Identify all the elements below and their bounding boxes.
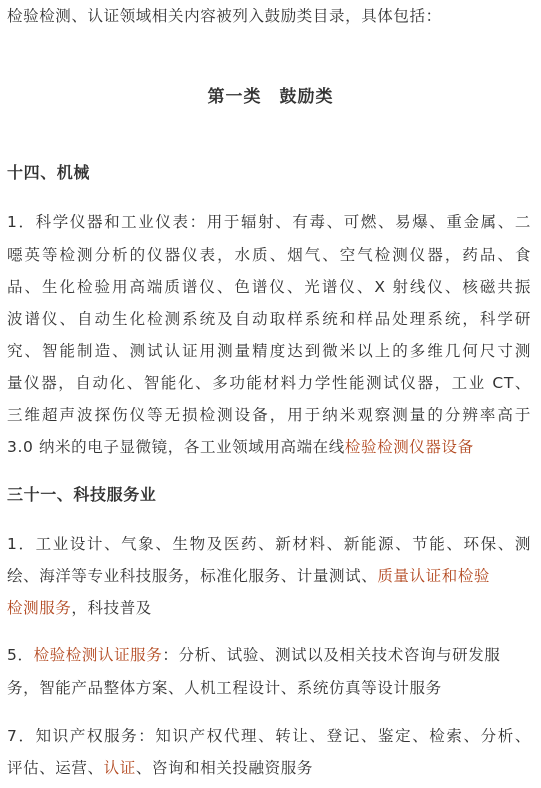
- highlight-link-testing-instruments[interactable]: 检验检测仪器设备: [344, 438, 474, 456]
- paragraph-line: [7, 598, 152, 618]
- line-text: ：分析、试验、测试以及相关技术咨询与研发服: [162, 646, 501, 664]
- paragraph-line: 务，智能产品整体方案、人机工程设计、系统仿真等设计服务: [7, 679, 442, 697]
- line-text: 评估、运营、: [7, 759, 104, 777]
- highlight-link-inspection-certification[interactable]: 检验检测认证服务: [33, 646, 163, 664]
- paragraph-line: 噁英等检测分析的仪器仪表，水质、烟气、空气检测仪器，药品、食: [7, 246, 531, 264]
- section-heading-tech-services: 三十一、科技服务业: [7, 485, 157, 504]
- category-title: 第一类 鼓励类: [207, 87, 334, 107]
- paragraph-line: 三维超声波探伤仪等无损检测设备，用于纳米观察测量的分辨率高于: [7, 406, 531, 424]
- line-text: 5．: [7, 646, 34, 664]
- line-text: 绘、海洋等专业科技服务，标准化服务、计量测试、: [7, 567, 378, 585]
- paragraph-line: 究、智能制造、测试认证用测量精度达到微米以上的多维几何尺寸测: [7, 342, 531, 360]
- line-text: 3.0 纳米的电子显微镜，各工业领域用高端在线: [7, 438, 345, 456]
- paragraph-line: 品、生化检验用高端质谱仪、色谱仪、光谱仪、X 射线仪、核磁共振: [7, 278, 531, 296]
- highlight-link-quality-certification[interactable]: 质量认证和检验: [377, 567, 491, 585]
- highlight-link-testing-services[interactable]: 检测服务: [7, 599, 72, 617]
- paragraph-line: [7, 437, 474, 457]
- paragraph-line: [7, 566, 490, 586]
- intro-text: 检验检测、认证领域相关内容被列入鼓励类目录，具体包括：: [7, 7, 442, 25]
- paragraph-line: 1．工业设计、气象、生物及医药、新材料、新能源、节能、环保、测: [7, 535, 531, 553]
- paragraph-line: 波谱仪、自动生化检测系统及自动取样系统和样品处理系统，科学研: [7, 310, 531, 328]
- paragraph-line: 量仪器，自动化、智能化、多功能材料力学性能测试仪器，工业 CT、: [7, 374, 531, 392]
- line-text: 、咨询和相关投融资服务: [135, 759, 313, 777]
- line-text: ，科技普及: [71, 599, 152, 617]
- paragraph-line: 7．知识产权服务：知识产权代理、转让、登记、鉴定、检索、分析、: [7, 727, 531, 745]
- paragraph-line: [7, 645, 500, 665]
- section-heading-machinery: 十四、机械: [7, 163, 91, 182]
- paragraph-line: 1．科学仪器和工业仪表：用于辐射、有毒、可燃、易爆、重金属、二: [7, 213, 531, 231]
- paragraph-line: [7, 758, 313, 778]
- highlight-link-certification[interactable]: 认证: [103, 759, 136, 777]
